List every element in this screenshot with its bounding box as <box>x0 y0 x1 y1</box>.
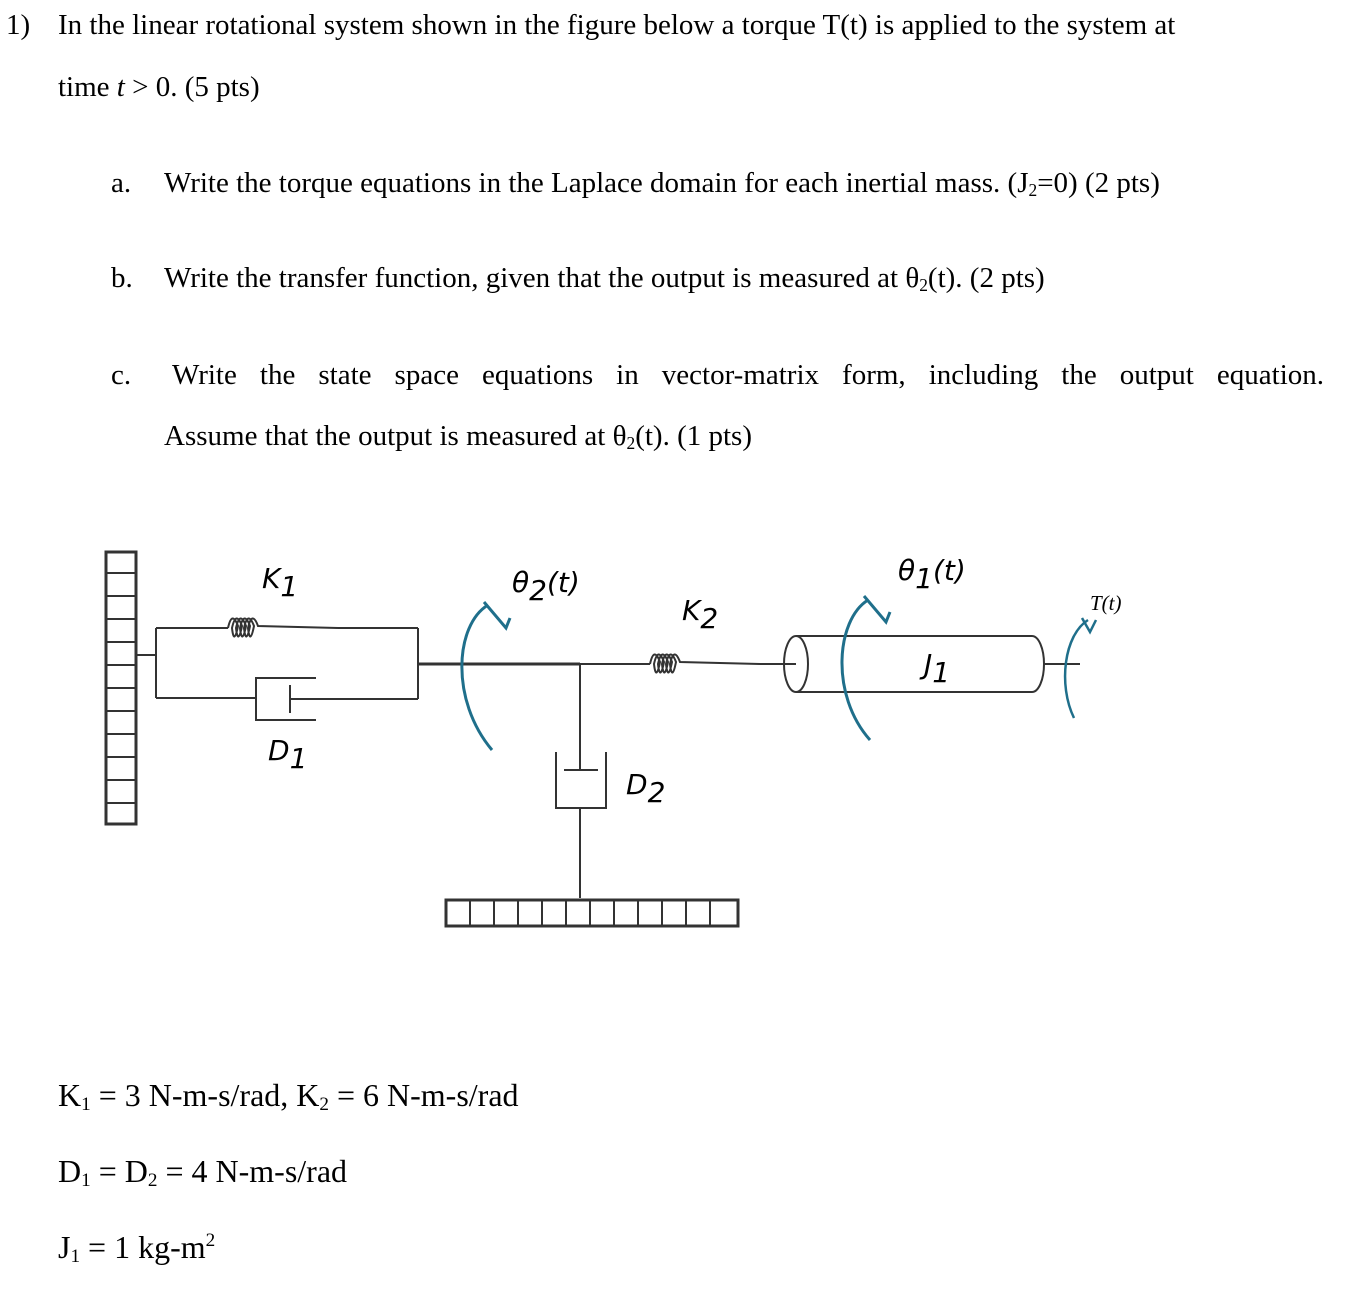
part-a-letter: a. <box>111 167 132 199</box>
k2-label: K2 <box>682 594 719 635</box>
part-c-word: output <box>1119 359 1194 391</box>
k2-spring <box>650 654 760 672</box>
j1-inertia <box>784 636 1044 692</box>
part-c-line2: Assume that the output is measured at $\theta_2(t)$. (1 pts) <box>164 420 752 453</box>
part-c-word: including <box>928 359 1039 391</box>
theta1-arrow <box>842 596 890 740</box>
left-wall <box>106 552 136 824</box>
part-c-letter: c. <box>111 359 132 391</box>
question-intro-line2: time t > 0. (5 pts) <box>58 71 260 103</box>
d2-damper <box>556 752 606 808</box>
givens-dampers: $D_1 = D_2 = 4$ N-m-s/rad <box>58 1153 348 1191</box>
part-c-word: space <box>394 359 459 391</box>
part-c-word: Write <box>172 359 237 391</box>
k1-label: K1 <box>262 562 299 603</box>
d1-damper <box>256 678 316 720</box>
part-c-word: form, <box>842 359 906 391</box>
question-intro-line1: In the linear rotational system shown in the figure below a torque T(t) is applied to the system at <box>58 9 1176 41</box>
d2-label: D2 <box>626 768 666 809</box>
part-c-word: equations <box>481 359 594 391</box>
part-c-word: the <box>259 359 296 391</box>
part-c-word: vector-matrix <box>661 359 819 391</box>
k1-spring <box>228 618 338 636</box>
torque-label: T(t) <box>1090 591 1122 615</box>
part-b-text: Write the transfer function, given that the output is measured at $\theta_2(t)$. (2 pts) <box>164 262 1045 295</box>
j1-label: J1 <box>924 648 951 689</box>
rotational-system-figure <box>0 530 1352 950</box>
givens-springs: $K_1 = 3$ N-m-s/rad, $K_2 = 6$ N-m-s/rad <box>58 1077 519 1115</box>
part-b-letter: b. <box>111 262 133 294</box>
part-a-text: Write the torque equations in the Laplace domain for each inertial mass. $(J_2=0)$ (2 pts) <box>164 167 1160 200</box>
theta2-label: θ2(t) <box>512 566 580 607</box>
torque-arrow <box>1065 618 1096 718</box>
theta2-arrow <box>462 602 510 750</box>
part-c-word: the <box>1061 359 1097 391</box>
part-c-line1 <box>172 358 1324 392</box>
part-c-word: equation. <box>1216 359 1324 391</box>
givens-inertia: $J_1 = 1$ $kg-m^2$ <box>58 1229 216 1267</box>
theta1-label: θ1(t) <box>898 554 966 595</box>
d1-label: D1 <box>268 734 308 775</box>
part-c-word: state <box>318 359 372 391</box>
bottom-ground <box>446 900 738 926</box>
part-c-word: in <box>616 359 639 391</box>
question-number: 1) <box>6 9 31 41</box>
